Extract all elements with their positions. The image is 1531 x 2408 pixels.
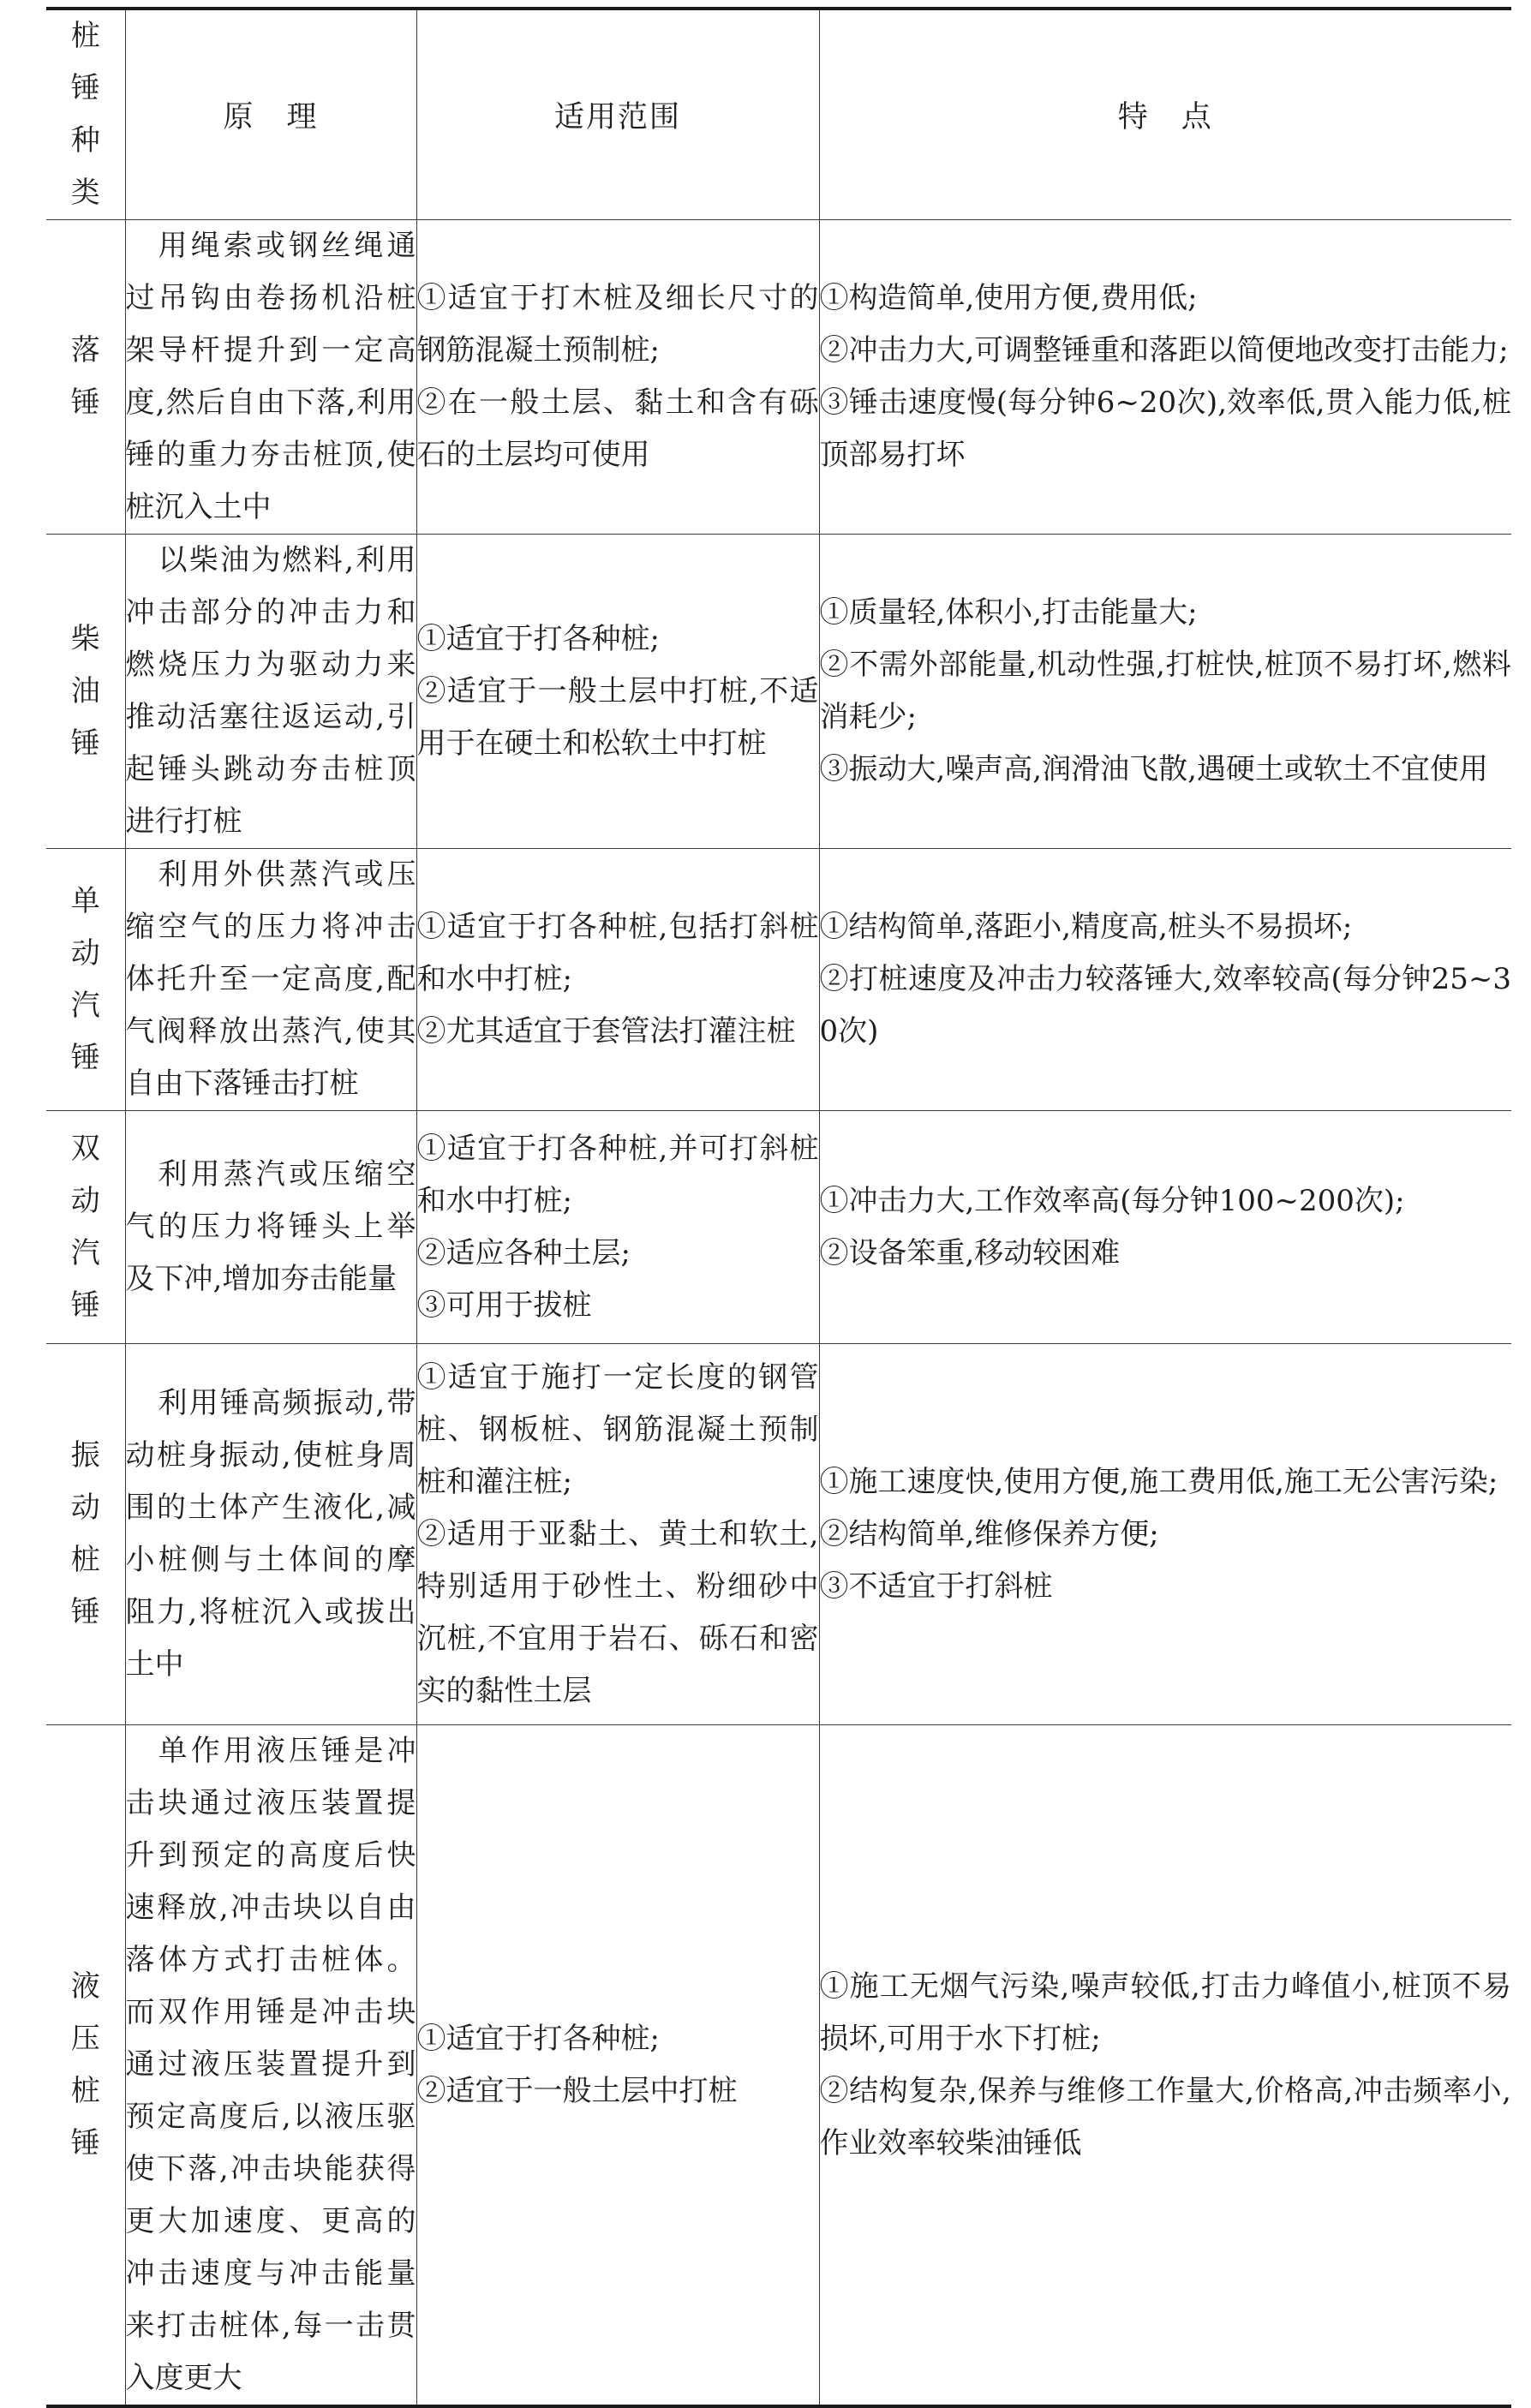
feature-item: ③锤击速度慢(每分钟6~20次),效率低,贯入能力低,桩顶部易打坏 (819, 385, 1511, 472)
row-scope (416, 1111, 819, 1344)
feature-item: ②不需外部能量,机动性强,打桩快,桩顶不易打坏,燃料消耗少; (819, 648, 1511, 734)
feature-item: ①构造简单,使用方便,费用低; (819, 281, 1198, 315)
scope-item: ①适宜于打木桩及细长尺寸的钢筋混凝土预制桩; (416, 281, 819, 367)
row-type (46, 849, 125, 1111)
row-features (819, 849, 1511, 1111)
row-type (46, 1725, 125, 2407)
pile-hammer-table (46, 7, 1511, 2408)
header-row (46, 9, 1511, 220)
row-type-label: 落锤 (70, 333, 100, 420)
row-principle: 用绳索或钢丝绳通过吊钩由卷扬机沿桩架导杆提升到一定高度,然后自由下落,利用锤的重力夯击桩顶,使桩沉入土中 (125, 220, 416, 535)
feature-item: ③振动大,噪声高,润滑油飞散,遇硬土或软土不宜使用 (819, 752, 1488, 786)
row-type (46, 1111, 125, 1344)
scope-item: ①适宜于施打一定长度的钢管桩、钢板桩、钢筋混凝土预制桩和灌注桩; (416, 1359, 819, 1499)
table-row (46, 535, 1511, 849)
feature-item: ①施工速度快,使用方便,施工费用低,施工无公害污染; (819, 1464, 1498, 1499)
scope-item: ②适宜于一般土层中打桩,不适用于在硬土和松软土中打桩 (416, 673, 819, 761)
header-type-label: 桩锤种类 (70, 19, 100, 210)
scope-item: ②在一般土层、黏土和含有砾石的土层均可使用 (416, 385, 819, 472)
row-principle: 单作用液压锤是冲击块通过液压装置提升到预定的高度后快速释放,冲击块以自由落体方式打击桩体。而双作用锤是冲击块通过液压装置提升到预定高度后,以液压驱使下落,冲击块能获得更大加速度、更高的冲击速度与冲击能量来打击桩体,每一击贯入度更大 (125, 1725, 416, 2407)
header-type (46, 9, 125, 220)
row-type (46, 535, 125, 849)
row-type-label: 柴油锤 (70, 621, 100, 761)
row-features (819, 1344, 1511, 1725)
row-principle: 利用蒸汽或压缩空气的压力将锤头上举及下冲,增加夯击能量 (125, 1111, 416, 1344)
table-row (46, 1344, 1511, 1725)
feature-item: ②结构复杂,保养与维修工作量大,价格高,冲击频率小,作业效率较柴油锤低 (819, 2073, 1511, 2160)
row-scope (416, 1344, 819, 1725)
row-type-label: 双动汽锤 (70, 1131, 100, 1323)
scope-item: ①适宜于打各种桩; (416, 621, 660, 656)
feature-item: ③不适宜于打斜桩 (819, 1568, 1053, 1604)
row-principle: 利用外供蒸汽或压缩空气的压力将冲击体托升至一定高度,配气阀释放出蒸汽,使其自由下落锤击打桩 (125, 849, 416, 1111)
header-scope: 适用范围 (416, 9, 819, 220)
row-features (819, 535, 1511, 849)
feature-item: ②打桩速度及冲击力较落锤大,效率较高(每分钟25~30次) (819, 962, 1511, 1049)
row-scope (416, 849, 819, 1111)
header-principle: 原 理 (125, 9, 416, 220)
row-type-label: 振动桩锤 (70, 1438, 100, 1629)
feature-item: ①冲击力大,工作效率高(每分钟100~200次); (819, 1183, 1405, 1218)
table-row (46, 220, 1511, 535)
row-type (46, 220, 125, 535)
scope-item: ②适用于亚黏土、黄土和软土,特别适用于砂性土、粉细砂中沉桩,不宜用于岩石、砾石和密实的黏性土层 (416, 1516, 819, 1708)
scope-item: ③可用于拔桩 (416, 1288, 592, 1323)
row-scope (416, 220, 819, 535)
feature-item: ②冲击力大,可调整锤重和落距以简便地改变打击能力; (819, 333, 1509, 367)
header-features: 特 点 (819, 9, 1511, 220)
scope-item: ②适宜于一般土层中打桩 (416, 2073, 738, 2108)
table-row (46, 1725, 1511, 2407)
row-type-label: 液压桩锤 (70, 1969, 100, 2160)
row-type (46, 1344, 125, 1725)
row-type-label: 单动汽锤 (70, 883, 100, 1075)
row-scope (416, 1725, 819, 2407)
row-principle: 利用锤高频振动,带动桩身振动,使桩身周围的土体产生液化,减小桩侧与土体间的摩阻力,将桩沉入或拔出土中 (125, 1344, 416, 1725)
scope-item: ①适宜于打各种桩,并可打斜桩和水中打桩; (416, 1131, 819, 1218)
table-row (46, 849, 1511, 1111)
feature-item: ②结构简单,维修保养方便; (819, 1516, 1159, 1551)
scope-item: ①适宜于打各种桩,包括打斜桩和水中打桩; (416, 910, 819, 996)
feature-item: ①质量轻,体积小,打击能量大; (819, 595, 1198, 630)
feature-item: ②设备笨重,移动较困难 (819, 1235, 1121, 1270)
row-principle: 以柴油为燃料,利用冲击部分的冲击力和燃烧压力为驱动力来推动活塞往返运动,引起锤头跳动夯击桩顶进行打桩 (125, 535, 416, 849)
feature-item: ①结构简单,落距小,精度高,桩头不易损坏; (819, 910, 1353, 944)
scope-item: ②尤其适宜于套管法打灌注桩 (416, 1014, 796, 1049)
row-scope (416, 535, 819, 849)
feature-item: ①施工无烟气污染,噪声较低,打击力峰值小,桩顶不易损坏,可用于水下打桩; (819, 1969, 1511, 2056)
table-row (46, 1111, 1511, 1344)
row-features (819, 220, 1511, 535)
row-features (819, 1725, 1511, 2407)
scope-item: ②适应各种土层; (416, 1235, 631, 1270)
row-features (819, 1111, 1511, 1344)
scope-item: ①适宜于打各种桩; (416, 2021, 660, 2056)
